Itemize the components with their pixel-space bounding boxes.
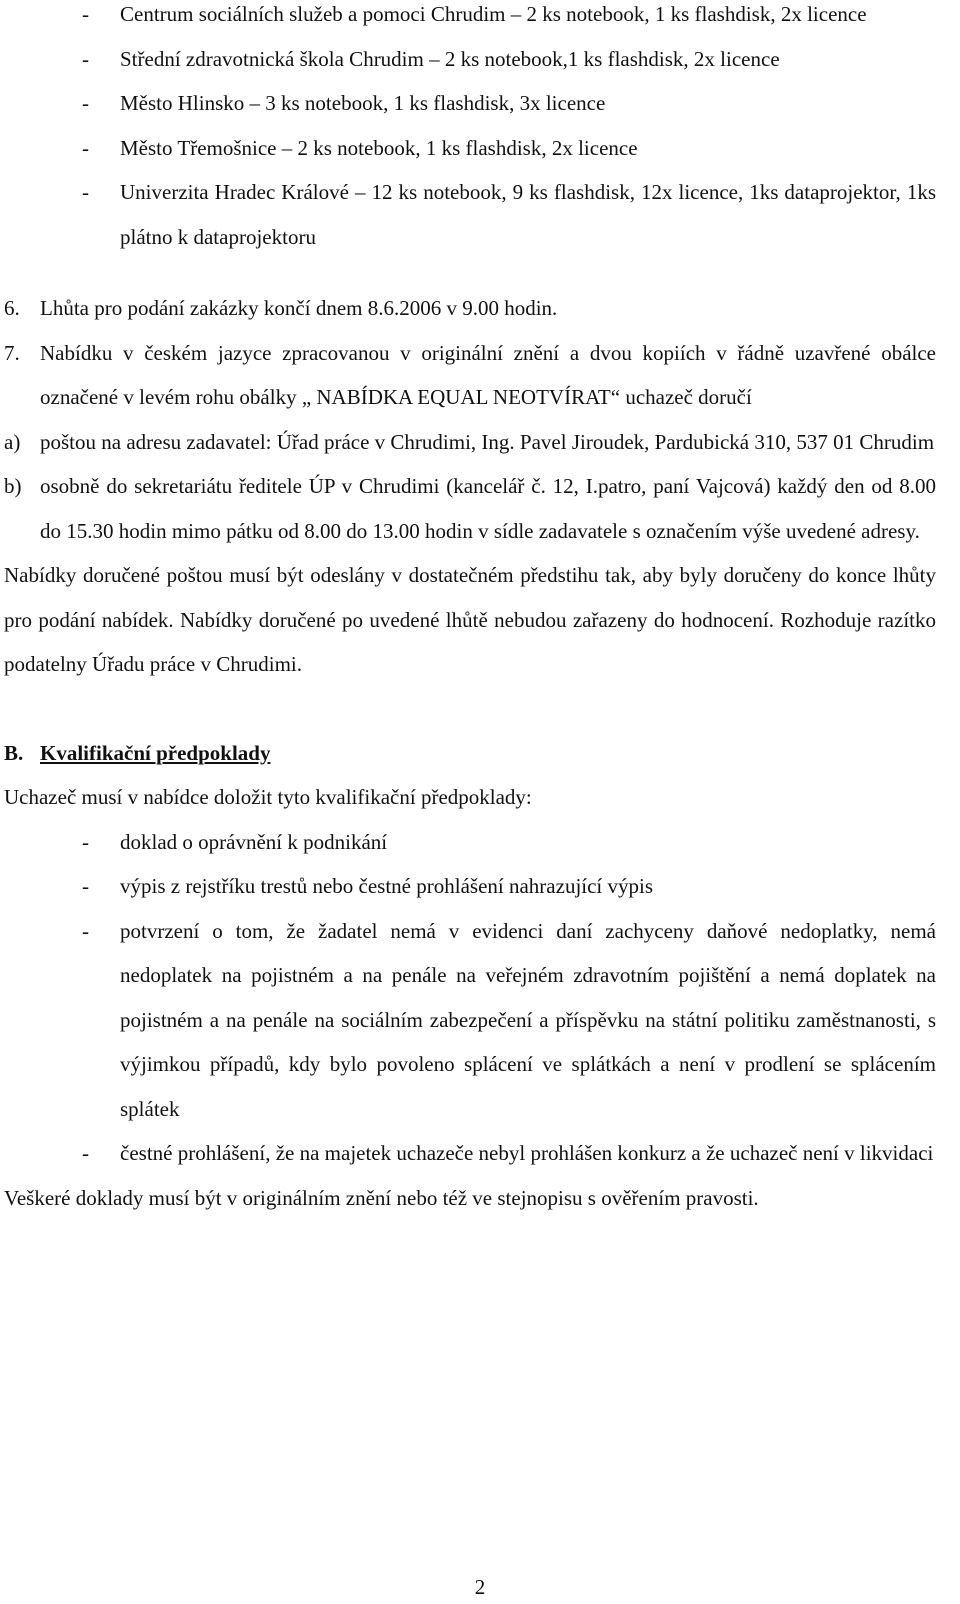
recipient-list bbox=[4, 0, 936, 259]
list-item-text: Město Třemošnice – 2 ks notebook, 1 ks flashdisk, 2x licence bbox=[120, 135, 638, 160]
section-title: Kvalifikační předpoklady bbox=[40, 740, 271, 765]
qualification-list bbox=[4, 820, 936, 1176]
list-item bbox=[4, 170, 936, 259]
sub-item-post bbox=[4, 420, 936, 465]
list-dash: - bbox=[82, 135, 89, 160]
list-item bbox=[4, 864, 936, 909]
submission-text: Nabídku v českém jazyce zpracovanou v originální znění a dvou kopiích v řádně uzavřené obálce označené v levém rohu obálky „ NABÍDKA EQUAL NEOTVÍRAT“ uchazeč doručí bbox=[40, 340, 936, 409]
closing-paragraph: Veškeré doklady musí být v originálním znění nebo též ve stejnopisu s ověřením pravosti. bbox=[4, 1185, 759, 1210]
list-item bbox=[4, 0, 936, 37]
list-item-text: Univerzita Hradec Králové – 12 ks notebook, 9 ks flashdisk, 12x licence, 1ks dataprojektor, 1ks plátno k dataprojektoru bbox=[120, 180, 936, 249]
list-item bbox=[4, 37, 936, 82]
sub-item-label: a) bbox=[4, 429, 21, 454]
item-number: 7. bbox=[4, 340, 20, 365]
list-dash: - bbox=[82, 874, 89, 898]
list-item-text: Střední zdravotnická škola Chrudim – 2 ks notebook,1 ks flashdisk, 2x licence bbox=[120, 46, 780, 71]
list-item-text: Město Hlinsko – 3 ks notebook, 1 ks flashdisk, 3x licence bbox=[120, 91, 606, 115]
list-dash: - bbox=[82, 46, 89, 71]
list-dash: - bbox=[82, 829, 89, 854]
submission-item bbox=[4, 331, 936, 420]
list-dash: - bbox=[82, 180, 89, 204]
list-dash: - bbox=[82, 2, 89, 26]
item-number: 6. bbox=[4, 296, 20, 320]
deadline-item bbox=[4, 286, 936, 331]
list-item-text: výpis z rejstříku trestů nebo čestné prohlášení nahrazující výpis bbox=[120, 874, 654, 898]
list-item-text: Centrum sociálních služeb a pomoci Chrudim – 2 ks notebook, 1 ks flashdisk, 2x licence bbox=[120, 2, 867, 26]
section-label: B. bbox=[4, 740, 24, 765]
section-heading bbox=[4, 731, 936, 776]
list-item-text: doklad o oprávnění k podnikání bbox=[120, 829, 388, 854]
list-item-text: potvrzení o tom, že žadatel nemá v evidenci daní zachyceny daňové nedoplatky, nemá nedoplatek na pojistném a na penále na veřejném zdravotním pojištění a nemá doplatek na pojistném a na penále na sociálním zabezpečení a příspěvku na státní politiku zaměstnanosti, s výjimkou případů, kdy bylo povoleno splácení ve splátkách a není v prodlení se splácením splátek bbox=[120, 918, 936, 1121]
list-item-text: čestné prohlášení, že na majetek uchazeče nebyl prohlášen konkurz a že uchazeč není v likvidaci bbox=[120, 1141, 934, 1165]
sub-item-personal bbox=[4, 464, 936, 553]
list-item bbox=[4, 1131, 936, 1176]
delivery-paragraph: Nabídky doručené poštou musí být odeslány v dostatečném předstihu tak, aby byly doručeny do konce lhůty pro podání nabídek. Nabídky doručené po uvedené lhůtě nebudou zařazeny do hodnocení. Rozhoduje razítko podatelny Úřadu práce v Chrudimi. bbox=[4, 563, 936, 676]
deadline-text: Lhůta pro podání zakázky končí dnem 8.6.2006 v 9.00 hodin. bbox=[40, 296, 558, 320]
list-dash: - bbox=[82, 918, 89, 943]
page-number: 2 bbox=[474, 1575, 486, 1599]
intro-paragraph: Uchazeč musí v nabídce doložit tyto kvalifikační předpoklady: bbox=[4, 785, 532, 809]
list-item bbox=[4, 909, 936, 1132]
list-dash: - bbox=[82, 91, 89, 115]
sub-item-label: b) bbox=[4, 474, 22, 498]
list-item bbox=[4, 81, 936, 126]
list-dash: - bbox=[82, 1141, 89, 1165]
list-item bbox=[4, 820, 936, 865]
sub-item-text: poštou na adresu zadavatel: Úřad práce v Chrudimi, Ing. Pavel Jiroudek, Pardubická 310, 537 01 Chrudim bbox=[40, 429, 935, 454]
list-item bbox=[4, 126, 936, 171]
sub-item-text: osobně do sekretariátu ředitele ÚP v Chrudimi (kancelář č. 12, I.patro, paní Vajcová) každý den od 8.00 do 15.30 hodin mimo pátku od 8.00 do 13.00 hodin v sídle zadavatele s označením výše uvedené adresy. bbox=[40, 474, 936, 543]
